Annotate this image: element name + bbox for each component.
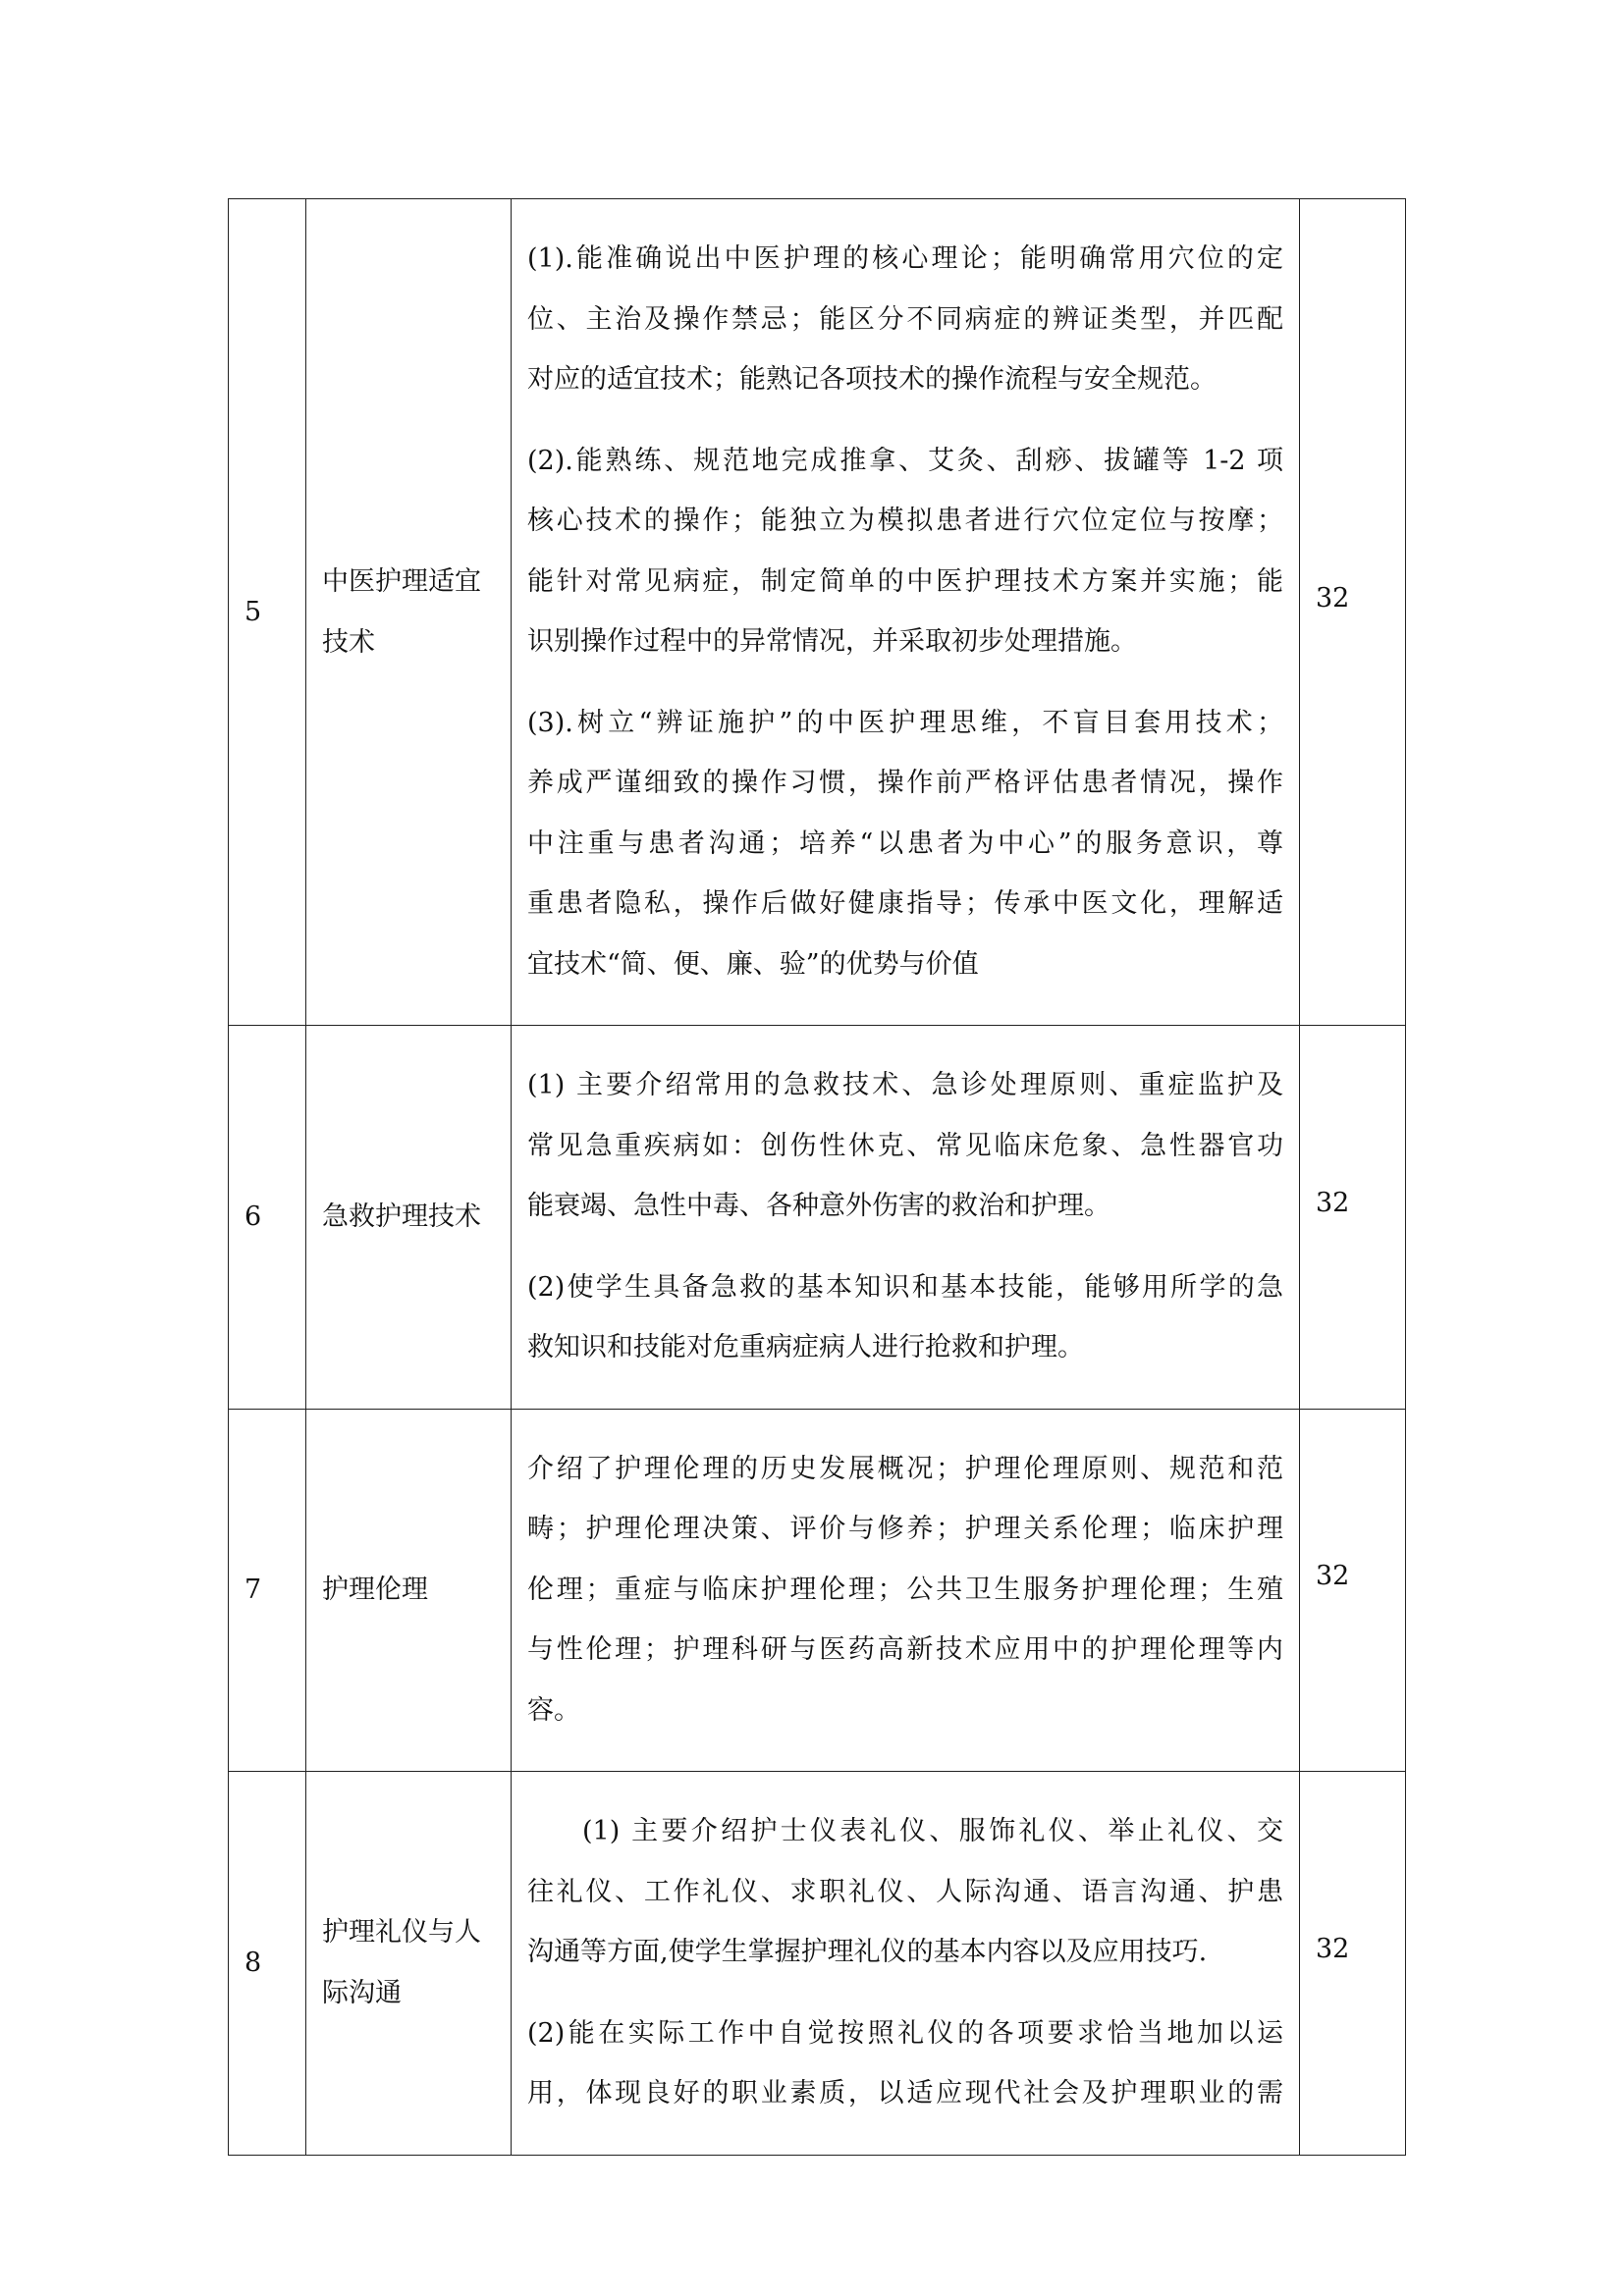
- description-line: (1) 主要介绍护士仪表礼仪、服饰礼仪、举止礼仪、交: [582, 1816, 1283, 1846]
- course-hours: 32: [1300, 1772, 1406, 2156]
- course-name: [306, 199, 512, 1026]
- course-name: [306, 1409, 512, 1772]
- course-description: [512, 1772, 1300, 2156]
- description-line: 往礼仪、工作礼仪、求职礼仪、人际沟通、语言沟通、护患: [527, 1876, 1283, 1907]
- course-name-line: 中医护理适宜: [322, 566, 481, 597]
- description-paragraph: [527, 1055, 1283, 1237]
- description-line: 核心技术的操作；能独立为模拟患者进行穴位定位与按摩；: [527, 506, 1283, 536]
- description-line: 养成严谨细致的操作习惯，操作前严格评估患者情况，操作: [527, 768, 1283, 798]
- course-table: [228, 198, 1406, 2156]
- description-paragraph: [527, 693, 1283, 995]
- description-line: 常见急重疾病如：创伤性休克、常见临床危象、急性器官功: [527, 1130, 1283, 1161]
- course-number: 6: [229, 1026, 306, 1410]
- table-row: [229, 1772, 1406, 2156]
- course-hours: 32: [1300, 1409, 1406, 1772]
- course-number: 5: [229, 199, 306, 1026]
- description-paragraph: [527, 1801, 1283, 1983]
- description-line: 位、主治及操作禁忌；能区分不同病症的辨证类型，并匹配: [527, 303, 1283, 335]
- description-line: (2).能熟练、规范地完成推拿、艾灸、刮痧、拔罐等 1-2 项: [527, 445, 1283, 476]
- course-number: 8: [229, 1772, 306, 2156]
- description-line: 救知识和技能对危重病症病人进行抢救和护理。: [527, 1332, 1084, 1362]
- course-name-line: 护理礼仪与人: [322, 1917, 481, 1949]
- description-line: 用，体现良好的职业素质，以适应现代社会及护理职业的需: [527, 2078, 1283, 2109]
- course-name-line: 急救护理技术: [322, 1201, 481, 1232]
- course-name-line: 技术: [322, 626, 375, 658]
- table-row: [229, 1409, 1406, 1772]
- description-line: (3).树立“辨证施护”的中医护理思维，不盲目套用技术；: [527, 707, 1283, 738]
- description-line: 沟通等方面,使学生掌握护理礼仪的基本内容以及应用技巧.: [527, 1937, 1208, 1967]
- description-line: 对应的适宜技术；能熟记各项技术的操作流程与安全规范。: [527, 364, 1217, 395]
- description-paragraph: [527, 1257, 1283, 1378]
- description-line: 畴；护理伦理决策、评价与修养；护理关系伦理；临床护理: [527, 1514, 1283, 1544]
- course-description: [512, 1026, 1300, 1410]
- table-row: [229, 199, 1406, 1026]
- table-row: [229, 1026, 1406, 1410]
- course-name-line: 际沟通: [322, 1977, 402, 2008]
- description-line: (2)能在实际工作中自觉按照礼仪的各项要求恰当地加以运: [527, 2017, 1283, 2049]
- description-line: 与性伦理；护理科研与医药高新技术应用中的护理伦理等内: [527, 1634, 1283, 1665]
- description-line: 识别操作过程中的异常情况，并采取初步处理措施。: [527, 626, 1137, 657]
- description-line: 伦理；重症与临床护理伦理；公共卫生服务护理伦理；生殖: [527, 1574, 1283, 1605]
- course-number: 7: [229, 1409, 306, 1772]
- course-hours: 32: [1300, 199, 1406, 1026]
- course-name: [306, 1026, 512, 1410]
- description-paragraph: [527, 2003, 1283, 2124]
- course-description: [512, 1409, 1300, 1772]
- course-description: [512, 199, 1300, 1026]
- description-line: 介绍了护理伦理的历史发展概况；护理伦理原则、规范和范: [527, 1453, 1283, 1484]
- description-line: (1).能准确说出中医护理的核心理论；能明确常用穴位的定: [527, 243, 1283, 274]
- description-line: 宜技术“简、便、廉、验”的优势与价值: [527, 948, 979, 980]
- description-line: 容。: [527, 1694, 580, 1726]
- description-line: 中注重与患者沟通；培养“以患者为中心”的服务意识，尊: [527, 828, 1283, 859]
- description-line: 重患者隐私，操作后做好健康指导；传承中医文化，理解适: [527, 888, 1283, 919]
- description-line: (2)使学生具备急救的基本知识和基本技能，能够用所学的急: [527, 1271, 1283, 1303]
- description-line: (1) 主要介绍常用的急救技术、急诊处理原则、重症监护及: [527, 1070, 1283, 1100]
- description-paragraph: [527, 431, 1283, 672]
- description-paragraph: [527, 1439, 1283, 1741]
- description-line: 能衰竭、急性中毒、各种意外伤害的救治和护理。: [527, 1191, 1110, 1221]
- description-paragraph: [527, 229, 1283, 410]
- course-name: [306, 1772, 512, 2156]
- course-name-line: 护理伦理: [322, 1575, 428, 1605]
- description-line: 能针对常见病症，制定简单的中医护理技术方案并实施；能: [527, 565, 1283, 597]
- course-hours: 32: [1300, 1026, 1406, 1410]
